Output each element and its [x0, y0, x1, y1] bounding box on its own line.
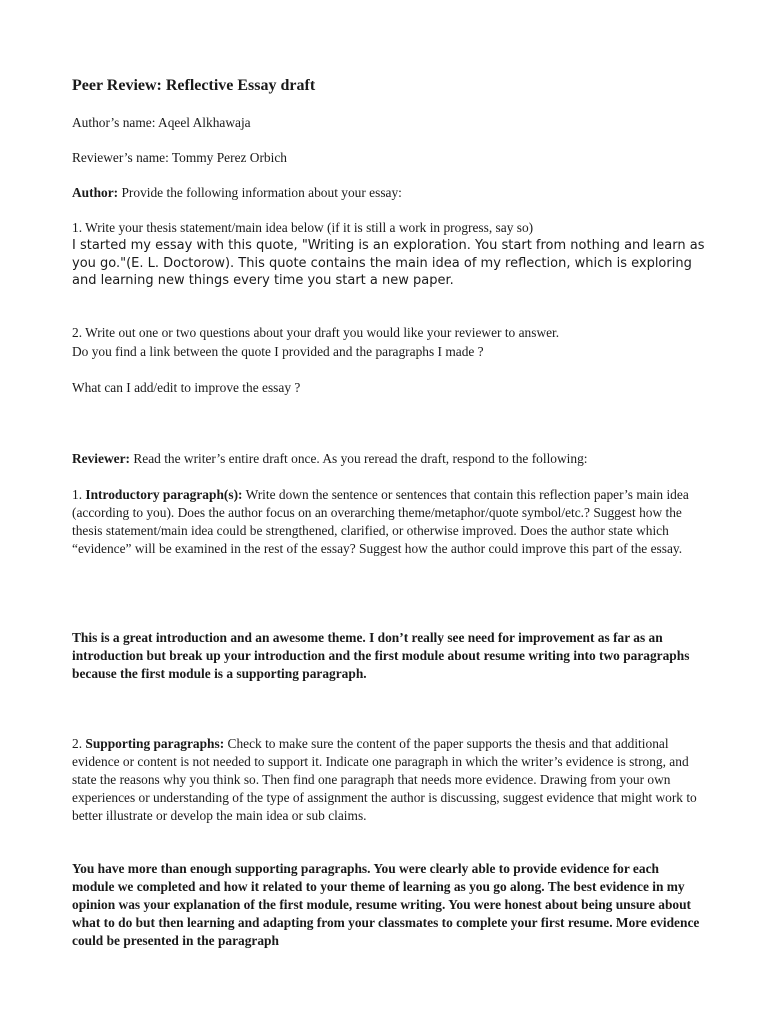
review-item-2-number: 2. [72, 736, 86, 751]
reviewer-section-instruction: Read the writer’s entire draft once. As you reread the draft, respond to the following: [130, 451, 588, 466]
reviewer-section-label: Reviewer: [72, 451, 130, 466]
question-1-prompt: 1. Write your thesis statement/main idea below (if it is still a work in progress, say so) [72, 220, 534, 235]
author-section-instruction: Provide the following information about your essay: [118, 185, 402, 200]
question-1-answer: I started my essay with this quote, "Writing is an exploration. You start from nothing and learn as you go."(E. L. Doctorow). This quote contains the main idea of my reflection, which is exploring and learning new things every time you start a new paper. [72, 238, 705, 288]
review-item-1-heading: Introductory paragraph(s): [85, 487, 243, 502]
review-item-2-prompt [72, 735, 700, 825]
review-item-1-text: Write down the sentence or sentences that contain this reflection paper’s main idea (according to you). Does the author focus on an overarching theme/metaphor/quote symbol/etc.? Suggest how the thesis statement/main idea could be strengthened, clarified, or otherwise improved. Does the author state which “evidence” will be examined in the rest of the essay? Suggest how the author could improve this part of the essay. [72, 487, 689, 556]
question-2-answer-2: What can I add/edit to improve the essay ? [72, 380, 301, 395]
review-item-1-response: This is a great introduction and an awesome theme. I don’t really see need for improvement as far as an introduction but break up your introduction and the first module about resume writing into two paragraphs because the first module is a supporting paragraph. [72, 630, 690, 681]
author-section [72, 184, 700, 202]
author-name-line: Author’s name: Aqeel Alkhawaja [72, 115, 251, 130]
question-2-prompt: 2. Write out one or two questions about your draft you would like your reviewer to answer. [72, 325, 560, 340]
reviewer-name-line: Reviewer’s name: Tommy Perez Orbich [72, 150, 287, 165]
review-item-2-response: You have more than enough supporting paragraphs. You were clearly able to provide evidence for each module we completed and how it related to your theme of learning as you go along. The best evidence in my opinion was your explanation of the first module, resume writing. You were honest about being unsure about what to do but then learning and adapting from your classmates to complete your first resume. More evidence could be presented in the paragraph [72, 861, 700, 948]
document-title: Peer Review: Reflective Essay draft [72, 77, 316, 94]
review-item-2-text: Check to make sure the content of the paper supports the thesis and that additional evidence or content is not needed to support it. Indicate one paragraph in which the writer’s evidence is strong, and state the reasons why you think so. Then find one paragraph that needs more evidence. Drawing from your own experiences or understanding of the type of assignment the author is discussing, suggest evidence that might work to better illustrate or develop the main idea or sub claims. [72, 736, 697, 823]
author-section-label: Author: [72, 185, 119, 200]
review-item-1-number: 1. [72, 487, 86, 502]
review-item-2-heading: Supporting paragraphs: [85, 736, 225, 751]
question-2-answer-1: Do you find a link between the quote I provided and the paragraphs I made ? [72, 344, 484, 359]
review-item-1-prompt [72, 486, 700, 558]
reviewer-section [72, 450, 700, 468]
